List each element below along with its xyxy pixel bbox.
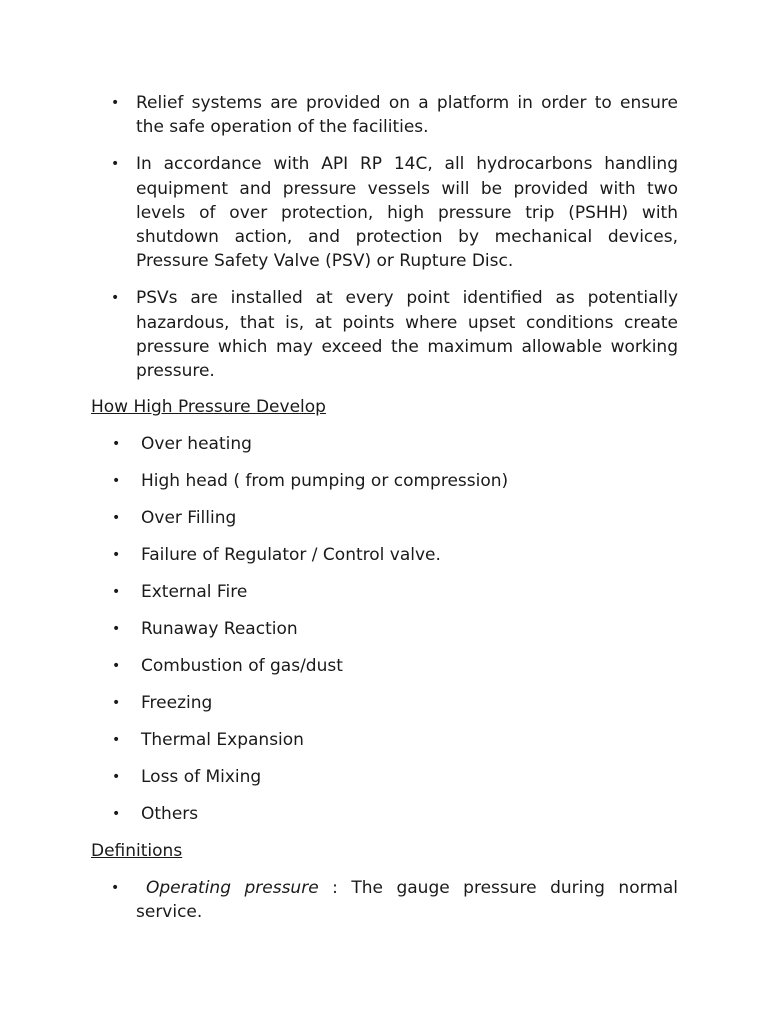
list-item [0,469,768,493]
cause-text: Loss of Mixing [141,767,262,788]
bullet-icon: • [112,584,121,601]
bullet-icon: • [112,769,121,786]
list-item [0,152,768,273]
cause-text: Freezing [141,693,213,714]
cause-text: Others [141,804,199,825]
bullet-icon: • [112,621,121,638]
section-heading-definitions: Definitions [91,841,183,862]
list-item [0,617,768,641]
list-item [0,765,768,789]
intro-bullet-list [0,91,768,383]
section-heading-pressure-causes: How High Pressure Develop [91,397,326,418]
bullet-icon: • [112,732,121,749]
bullet-icon: • [111,156,120,173]
list-item [0,728,768,752]
list-item [0,543,768,567]
list-item [0,580,768,604]
list-item [0,654,768,678]
cause-text: External Fire [141,582,248,603]
bullet-icon: • [112,510,121,527]
cause-text: Over Filling [141,508,237,529]
bullet-icon: • [111,290,120,307]
intro-text: In accordance with API RP 14C, all hydrocarbons handling equipment and pressure vessels will be provided with two levels of over protection, high pressure trip (PSHH) with shutdown action, and protection by mechanical devices, Pressure Safety Valve (PSV) or Rupture Disc. [136,154,678,272]
bullet-icon: • [112,695,121,712]
bullet-icon: • [112,473,121,490]
bullet-icon: • [112,806,121,823]
intro-text: Relief systems are provided on a platform in order to ensure the safe operation of the facilities. [136,93,678,138]
list-item [0,876,768,924]
cause-text: Failure of Regulator / Control valve. [141,545,441,566]
intro-text: PSVs are installed at every point identified as potentially hazardous, that is, at points where upset conditions create pressure which may exceed the maximum allowable working pressure. [136,288,678,382]
cause-text: High head ( from pumping or compression) [141,471,509,492]
list-item [0,91,768,139]
list-item [0,286,768,383]
causes-bullet-list [0,432,768,826]
bullet-icon: • [112,547,121,564]
bullet-icon: • [112,658,121,675]
list-item [0,506,768,530]
bullet-icon: • [112,436,121,453]
cause-text: Thermal Expansion [141,730,304,751]
bullet-icon: • [111,95,120,111]
bullet-icon: • [111,880,120,897]
cause-text: Combustion of gas/dust [141,656,343,677]
definition-term: Operating pressure [146,878,319,899]
cause-text: Over heating [141,434,252,455]
list-item [0,802,768,826]
list-item [0,432,768,456]
definition-text: : The gauge pressure during normal service. [136,878,678,923]
cause-text: Runaway Reaction [141,619,298,640]
definitions-bullet-list [0,876,768,924]
list-item [0,691,768,715]
